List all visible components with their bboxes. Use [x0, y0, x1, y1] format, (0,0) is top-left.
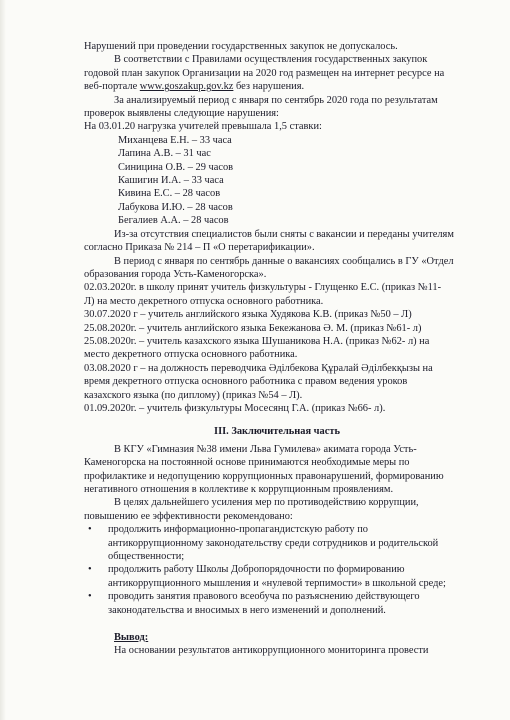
- section-heading: III. Заключительная часть: [214, 426, 340, 438]
- text-line: На основании результатов антикоррупционного мониторинга провести: [114, 645, 429, 657]
- text-line: образования города Усть-Каменогорска».: [84, 268, 267, 280]
- list-item: [84, 563, 470, 590]
- text-line: Л) на место декретного отпуска основного работника.: [84, 295, 324, 307]
- bullet-icon: •: [88, 524, 92, 536]
- text-line: профилактике и недопущению коррупционных правонарушений, формированию: [84, 470, 444, 482]
- text-line: негативного отношения в коллективе к коррупционным проявлениям.: [84, 484, 394, 495]
- recommendations-list: [84, 523, 470, 617]
- conclusion-title: Вывод:: [114, 632, 149, 644]
- staff-item: Миханцева Е.Н. – 33 часа: [118, 134, 232, 146]
- text-line: место декретного отпуска основного работника.: [84, 349, 298, 361]
- text-line: 30.07.2020 г – учитель английского языка Худякова К.В. (приказ №50 – Л): [84, 309, 412, 321]
- text-line: 25.08.2020г. – учитель казахского языка Шушаникова Н.А. (приказ №62- л) на: [84, 335, 430, 347]
- staff-list: [84, 134, 470, 228]
- text-fragment: веб-портале: [84, 81, 140, 93]
- staff-item: Кивина Е.С. – 28 часов: [118, 188, 221, 200]
- text-line: 01.09.2020г. – учитель физкультуры Мосесянц Г.А. (приказ №66- л).: [84, 402, 386, 414]
- scan-edge-shadow: [0, 0, 6, 720]
- text-fragment: без нарушения.: [233, 81, 305, 93]
- text-line: За анализируемый период с января по сентябрь 2020 года по результатам: [114, 94, 438, 106]
- text-line: проверок выявлены следующие нарушения:: [84, 108, 279, 120]
- staff-item: Кашигин И.А. – 33 часа: [118, 175, 224, 187]
- text-line: продолжить работу Школы Добропорядочности по формированию: [108, 564, 405, 576]
- text-line: На 03.01.20 нагрузка учителей превышала 1,5 ставки:: [84, 121, 322, 133]
- text-line: антикоррупционного мышления и «нулевой терпимости» в школьной среде;: [108, 577, 446, 589]
- text-line: Каменогорска на постоянной основе принимаются необходимые меры по: [84, 457, 410, 469]
- text-line: В период с января по сентябрь данные о вакансиях сообщались в ГУ «Отдел: [114, 255, 454, 267]
- staff-item: Синицина О.В. – 29 часов: [118, 161, 234, 173]
- text-line: общественности;: [108, 551, 185, 563]
- text-line: законодательства и вносимых в него изменений и дополнений.: [108, 604, 386, 616]
- text-line: согласно Приказа № 214 – П «О перетарификации».: [84, 242, 315, 254]
- text-line: повышению ее эффективности рекомендовано:: [84, 510, 293, 522]
- list-item: [84, 523, 470, 563]
- list-item: [84, 590, 470, 617]
- text-line: время декретного отпуска основного работника с правом ведения уроков: [84, 376, 408, 388]
- bullet-icon: •: [88, 591, 92, 603]
- text-line: В соответствии с Правилами осуществления государственных закупок: [114, 54, 428, 66]
- text-line: проводить занятия правового всеобуча по разъяснению действующего: [108, 591, 420, 603]
- text-line: [84, 80, 470, 93]
- text-line: 03.08.2020 г – на должность переводчика Әділбекова Құралай Әділбекқызы на: [84, 362, 433, 374]
- text-line: В КГУ «Гимназия №38 имени Льва Гумилева» акимата города Усть-: [114, 443, 417, 455]
- staff-item: Бегалиев А.А. – 28 часов: [118, 215, 229, 227]
- text-line: казахского языка (по диплому) (приказ №54 – Л).: [84, 389, 303, 401]
- text-line: 02.03.2020г. в школу принят учитель физкультуры - Глущенко Е.С. (приказ №11-: [84, 282, 442, 294]
- goszakup-link[interactable]: www.goszakup.gov.kz: [139, 81, 234, 93]
- staff-item: Лабукова И.Ю. – 28 часов: [118, 201, 233, 213]
- text-line: 25.08.2020г. – учитель английского языка Бекежанова Ә. М. (приказ №61- л): [84, 322, 422, 334]
- text-line: Из-за отсутствия специалистов были сняты с вакансии и переданы учителям: [114, 228, 454, 240]
- staff-item: Лапина А.В. – 31 час: [118, 148, 211, 160]
- bullet-icon: •: [88, 564, 92, 576]
- text-line: продолжить информационно-пропагандистскую работу по: [108, 524, 368, 536]
- text-line: В целях дальнейшего усиления мер по противодействию коррупции,: [114, 497, 419, 509]
- text-line: антикоррупционному законодательству среди сотрудников и родительской: [108, 537, 439, 549]
- text-line: Нарушений при проведении государственных закупок не допускалось.: [84, 41, 398, 52]
- text-line: годовой план закупок Организации на 2020 год размещен на интернет ресурсе на: [84, 67, 445, 79]
